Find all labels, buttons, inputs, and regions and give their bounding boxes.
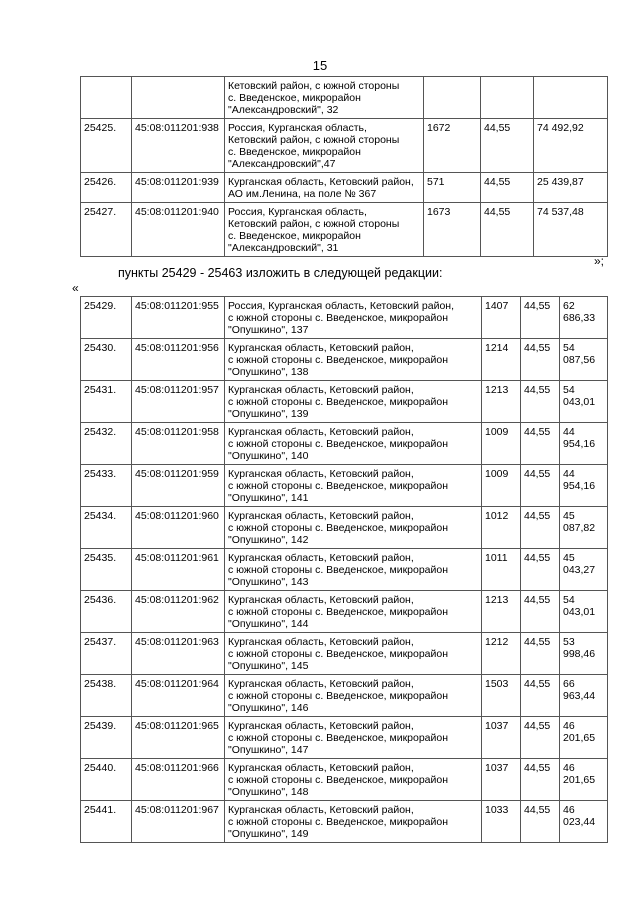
- cadastral-number-cell: 45:08:011201:964: [132, 675, 225, 717]
- page-number: 15: [312, 58, 328, 73]
- rate-cell: 44,55: [521, 591, 560, 633]
- area-cell: 1033: [482, 801, 521, 843]
- cadastral-value-cell: 46 201,65: [560, 759, 608, 801]
- table-row: [81, 423, 608, 465]
- area-cell: 1673: [424, 203, 481, 257]
- row-number-cell: 25425.: [81, 119, 132, 173]
- address-cell: Курганская область, Кетовский район, с южной стороны с. Введенское, микрорайон "Опушкино", 138: [225, 339, 482, 381]
- rate-cell: 44,55: [521, 297, 560, 339]
- address-cell: Курганская область, Кетовский район, с южной стороны с. Введенское, микрорайон "Опушкино", 140: [225, 423, 482, 465]
- row-number-cell: 25440.: [81, 759, 132, 801]
- area-cell: 1212: [482, 633, 521, 675]
- cadastral-number-cell: 45:08:011201:958: [132, 423, 225, 465]
- parcel-table-new-edition-body: [81, 297, 608, 843]
- rate-cell: [481, 77, 534, 119]
- address-cell: Курганская область, Кетовский район, с южной стороны с. Введенское, микрорайон "Опушкино", 143: [225, 549, 482, 591]
- row-number-cell: 25437.: [81, 633, 132, 675]
- cadastral-value-cell: 54 043,01: [560, 381, 608, 423]
- amendment-instruction: пункты 25429 - 25463 изложить в следующей редакции:: [118, 266, 443, 280]
- table-row: [81, 675, 608, 717]
- table-row: [81, 759, 608, 801]
- row-number-cell: 25431.: [81, 381, 132, 423]
- address-cell: Кетовский район, с южной стороны с. Введенское, микрорайон "Александровский", 32: [225, 77, 424, 119]
- cadastral-number-cell: 45:08:011201:966: [132, 759, 225, 801]
- area-cell: 1037: [482, 717, 521, 759]
- rate-cell: 44,55: [481, 173, 534, 203]
- address-cell: Курганская область, Кетовский район, с южной стороны с. Введенское, микрорайон "Опушкино", 144: [225, 591, 482, 633]
- cadastral-value-cell: 44 954,16: [560, 423, 608, 465]
- cadastral-number-cell: 45:08:011201:959: [132, 465, 225, 507]
- row-number-cell: 25435.: [81, 549, 132, 591]
- address-cell: Россия, Курганская область, Кетовский район, с южной стороны с. Введенское, микрорайон "Александровский", 31: [225, 203, 424, 257]
- address-cell: Курганская область, Кетовский район, с южной стороны с. Введенское, микрорайон "Опушкино", 141: [225, 465, 482, 507]
- address-cell: Курганская область, Кетовский район, с южной стороны с. Введенское, микрорайон "Опушкино", 149: [225, 801, 482, 843]
- table-row: [81, 77, 608, 119]
- address-cell: Курганская область, Кетовский район, с южной стороны с. Введенское, микрорайон "Опушкино", 145: [225, 633, 482, 675]
- area-cell: 571: [424, 173, 481, 203]
- cadastral-number-cell: 45:08:011201:963: [132, 633, 225, 675]
- area-cell: 1214: [482, 339, 521, 381]
- address-cell: Курганская область, Кетовский район, с южной стороны с. Введенское, микрорайон "Опушкино", 142: [225, 507, 482, 549]
- cadastral-number-cell: [132, 77, 225, 119]
- row-number-cell: 25434.: [81, 507, 132, 549]
- address-cell: Россия, Курганская область, Кетовский район, с южной стороны с. Введенское, микрорайон "Александровский",47: [225, 119, 424, 173]
- cadastral-number-cell: 45:08:011201:939: [132, 173, 225, 203]
- area-cell: 1407: [482, 297, 521, 339]
- table-row: [81, 297, 608, 339]
- row-number-cell: 25427.: [81, 203, 132, 257]
- cadastral-number-cell: 45:08:011201:961: [132, 549, 225, 591]
- cadastral-number-cell: 45:08:011201:940: [132, 203, 225, 257]
- area-cell: 1037: [482, 759, 521, 801]
- row-number-cell: 25441.: [81, 801, 132, 843]
- rate-cell: 44,55: [521, 549, 560, 591]
- table-row: [81, 801, 608, 843]
- cadastral-number-cell: 45:08:011201:938: [132, 119, 225, 173]
- table-row: [81, 717, 608, 759]
- rate-cell: 44,55: [481, 119, 534, 173]
- area-cell: 1009: [482, 423, 521, 465]
- table-row: [81, 173, 608, 203]
- row-number-cell: 25433.: [81, 465, 132, 507]
- address-cell: Курганская область, Кетовский район, с южной стороны с. Введенское, микрорайон "Опушкино", 146: [225, 675, 482, 717]
- table-row: [81, 381, 608, 423]
- rate-cell: 44,55: [521, 717, 560, 759]
- cadastral-number-cell: 45:08:011201:965: [132, 717, 225, 759]
- row-number-cell: 25432.: [81, 423, 132, 465]
- table-row: [81, 591, 608, 633]
- address-cell: Курганская область, Кетовский район, с южной стороны с. Введенское, микрорайон "Опушкино", 147: [225, 717, 482, 759]
- rate-cell: 44,55: [521, 381, 560, 423]
- rate-cell: 44,55: [521, 423, 560, 465]
- address-cell: Россия, Курганская область, Кетовский район, с южной стороны с. Введенское, микрорайон "Опушкино", 137: [225, 297, 482, 339]
- area-cell: 1012: [482, 507, 521, 549]
- area-cell: 1672: [424, 119, 481, 173]
- cadastral-value-cell: 45 087,82: [560, 507, 608, 549]
- address-cell: Курганская область, Кетовский район, с южной стороны с. Введенское, микрорайон "Опушкино", 139: [225, 381, 482, 423]
- row-number-cell: 25439.: [81, 717, 132, 759]
- cadastral-value-cell: 54 043,01: [560, 591, 608, 633]
- rate-cell: 44,55: [521, 339, 560, 381]
- address-cell: Курганская область, Кетовский район, АО им.Ленина, на поле № 367: [225, 173, 424, 203]
- table-row: [81, 465, 608, 507]
- cadastral-value-cell: 53 998,46: [560, 633, 608, 675]
- rate-cell: 44,55: [521, 675, 560, 717]
- row-number-cell: 25429.: [81, 297, 132, 339]
- cadastral-value-cell: [534, 77, 608, 119]
- cadastral-value-cell: 44 954,16: [560, 465, 608, 507]
- cadastral-number-cell: 45:08:011201:957: [132, 381, 225, 423]
- table-row: [81, 507, 608, 549]
- rate-cell: 44,55: [521, 465, 560, 507]
- rate-cell: 44,55: [481, 203, 534, 257]
- area-cell: 1009: [482, 465, 521, 507]
- cadastral-value-cell: 46 201,65: [560, 717, 608, 759]
- row-number-cell: 25426.: [81, 173, 132, 203]
- row-number-cell: [81, 77, 132, 119]
- cadastral-value-cell: 46 023,44: [560, 801, 608, 843]
- cadastral-number-cell: 45:08:011201:962: [132, 591, 225, 633]
- rate-cell: 44,55: [521, 507, 560, 549]
- row-number-cell: 25436.: [81, 591, 132, 633]
- rate-cell: 44,55: [521, 633, 560, 675]
- area-cell: 1011: [482, 549, 521, 591]
- rate-cell: 44,55: [521, 801, 560, 843]
- row-number-cell: 25438.: [81, 675, 132, 717]
- cadastral-number-cell: 45:08:011201:956: [132, 339, 225, 381]
- cadastral-number-cell: 45:08:011201:967: [132, 801, 225, 843]
- table-row: [81, 203, 608, 257]
- table-row: [81, 339, 608, 381]
- parcel-table-continued: [80, 76, 608, 257]
- table-row: [81, 549, 608, 591]
- cadastral-value-cell: 74 492,92: [534, 119, 608, 173]
- cadastral-value-cell: 66 963,44: [560, 675, 608, 717]
- parcel-table-new-edition: [80, 296, 608, 843]
- address-cell: Курганская область, Кетовский район, с южной стороны с. Введенское, микрорайон "Опушкино", 148: [225, 759, 482, 801]
- area-cell: 1213: [482, 591, 521, 633]
- closing-quote-mark: »;: [594, 254, 605, 268]
- area-cell: 1213: [482, 381, 521, 423]
- cadastral-value-cell: 45 043,27: [560, 549, 608, 591]
- rate-cell: 44,55: [521, 759, 560, 801]
- parcel-table-continued-body: [81, 77, 608, 257]
- cadastral-value-cell: 74 537,48: [534, 203, 608, 257]
- cadastral-value-cell: 62 686,33: [560, 297, 608, 339]
- cadastral-value-cell: 25 439,87: [534, 173, 608, 203]
- area-cell: 1503: [482, 675, 521, 717]
- cadastral-number-cell: 45:08:011201:960: [132, 507, 225, 549]
- table-row: [81, 119, 608, 173]
- cadastral-number-cell: 45:08:011201:955: [132, 297, 225, 339]
- opening-quote-mark: «: [72, 281, 79, 295]
- table-row: [81, 633, 608, 675]
- area-cell: [424, 77, 481, 119]
- row-number-cell: 25430.: [81, 339, 132, 381]
- cadastral-value-cell: 54 087,56: [560, 339, 608, 381]
